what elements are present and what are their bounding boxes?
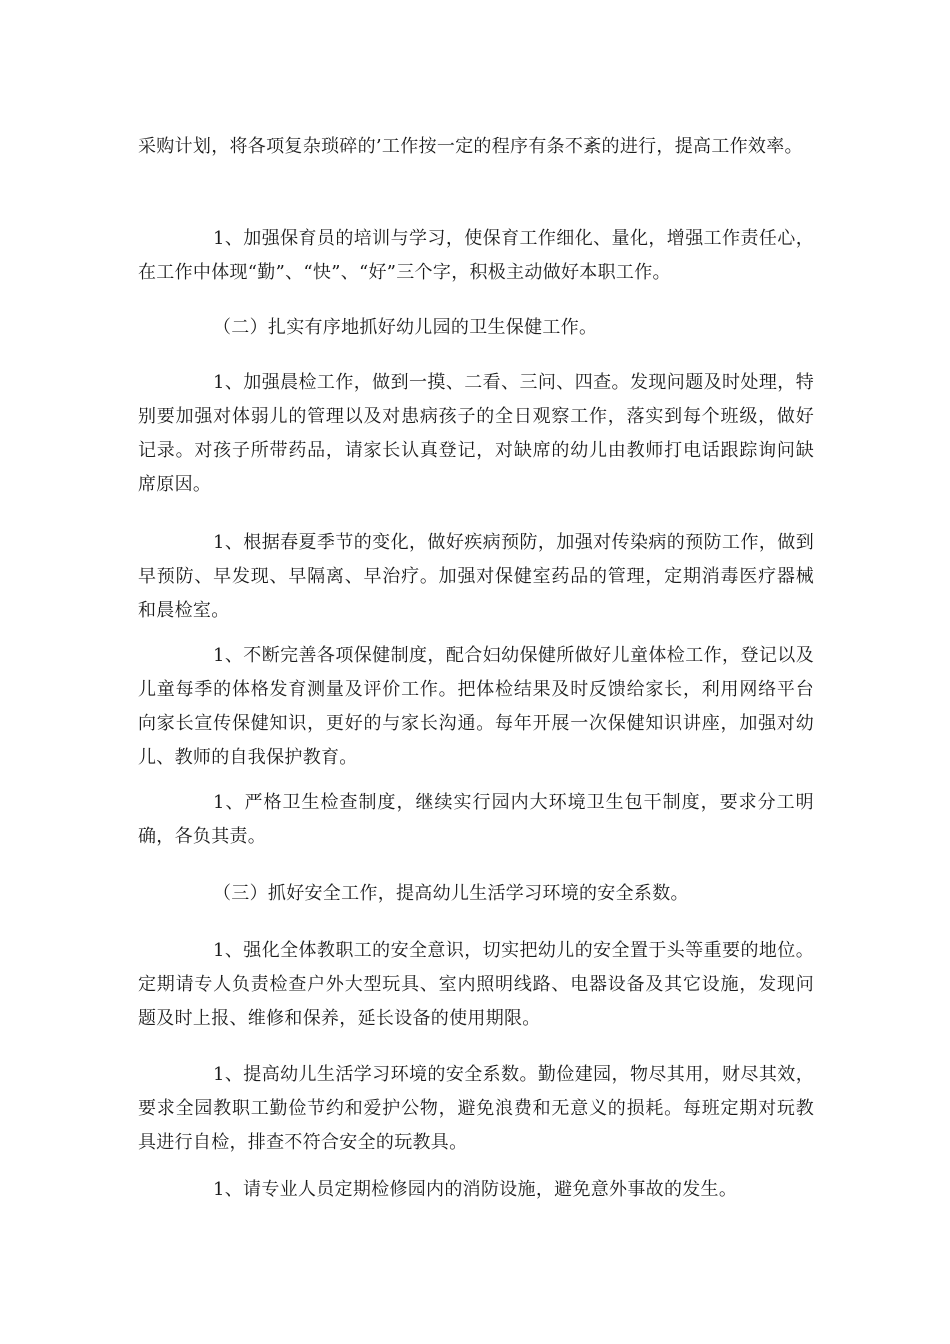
section-heading: （三）抓好安全工作，提高幼儿生活学习环境的安全系数。 [213,883,689,904]
paragraph-item: 1、强化全体教职工的安全意识，切实把幼儿的安全置于头等重要的地位。定期请专人负责检查户外大型玩具、室内照明线路、电器设备及其它设施，发现问题及时上报、维修和保养，延长设备的使用期限。 [138,940,814,1029]
paragraph-item: 1、严格卫生检查制度，继续实行园内大环境卫生包干制度，要求分工明确，各负其责。 [138,792,814,847]
paragraph-item: 1、加强晨检工作，做到一摸、二看、三问、四查。发现问题及时处理，特别要加强对体弱儿的管理以及对患病孩子的全日观察工作，落实到每个班级，做好记录。对孩子所带药品，请家长认真登记，对缺席的幼儿由教师打电话跟踪询问缺席原因。 [138,372,814,495]
paragraph-item: 1、不断完善各项保健制度，配合妇幼保健所做好儿童体检工作，登记以及儿童每季的体格发育测量及评价工作。把体检结果及时反馈给家长，利用网络平台向家长宣传保健知识，更好的与家长沟通。每年开展一次保健知识讲座，加强对幼儿、教师的自我保护教育。 [138,645,814,768]
paragraph-item: 1、请专业人员定期检修园内的消防设施，避免意外事故的发生。 [213,1179,738,1200]
paragraph-item: 1、提高幼儿生活学习环境的安全系数。勤俭建园，物尽其用，财尽其效，要求全园教职工勤俭节约和爱护公物，避免浪费和无意义的损耗。每班定期对玩教具进行自检，排查不符合安全的玩教具。 [138,1064,814,1153]
paragraph-continuation: 采购计划，将各项复杂琐碎的’工作按一定的程序有条不紊的进行，提高工作效率。 [138,136,803,157]
paragraph-item: 1、加强保育员的培训与学习，使保育工作细化、量化，增强工作责任心，在工作中体现“勤”、“快”、“好”三个字，积极主动做好本职工作。 [138,228,814,283]
section-heading: （二）扎实有序地抓好幼儿园的卫生保健工作。 [213,317,598,338]
paragraph-item: 1、根据春夏季节的变化，做好疾病预防，加强对传染病的预防工作，做到早预防、早发现、早隔离、早治疗。加强对保健室药品的管理，定期消毒医疗器械和晨检室。 [138,532,814,621]
